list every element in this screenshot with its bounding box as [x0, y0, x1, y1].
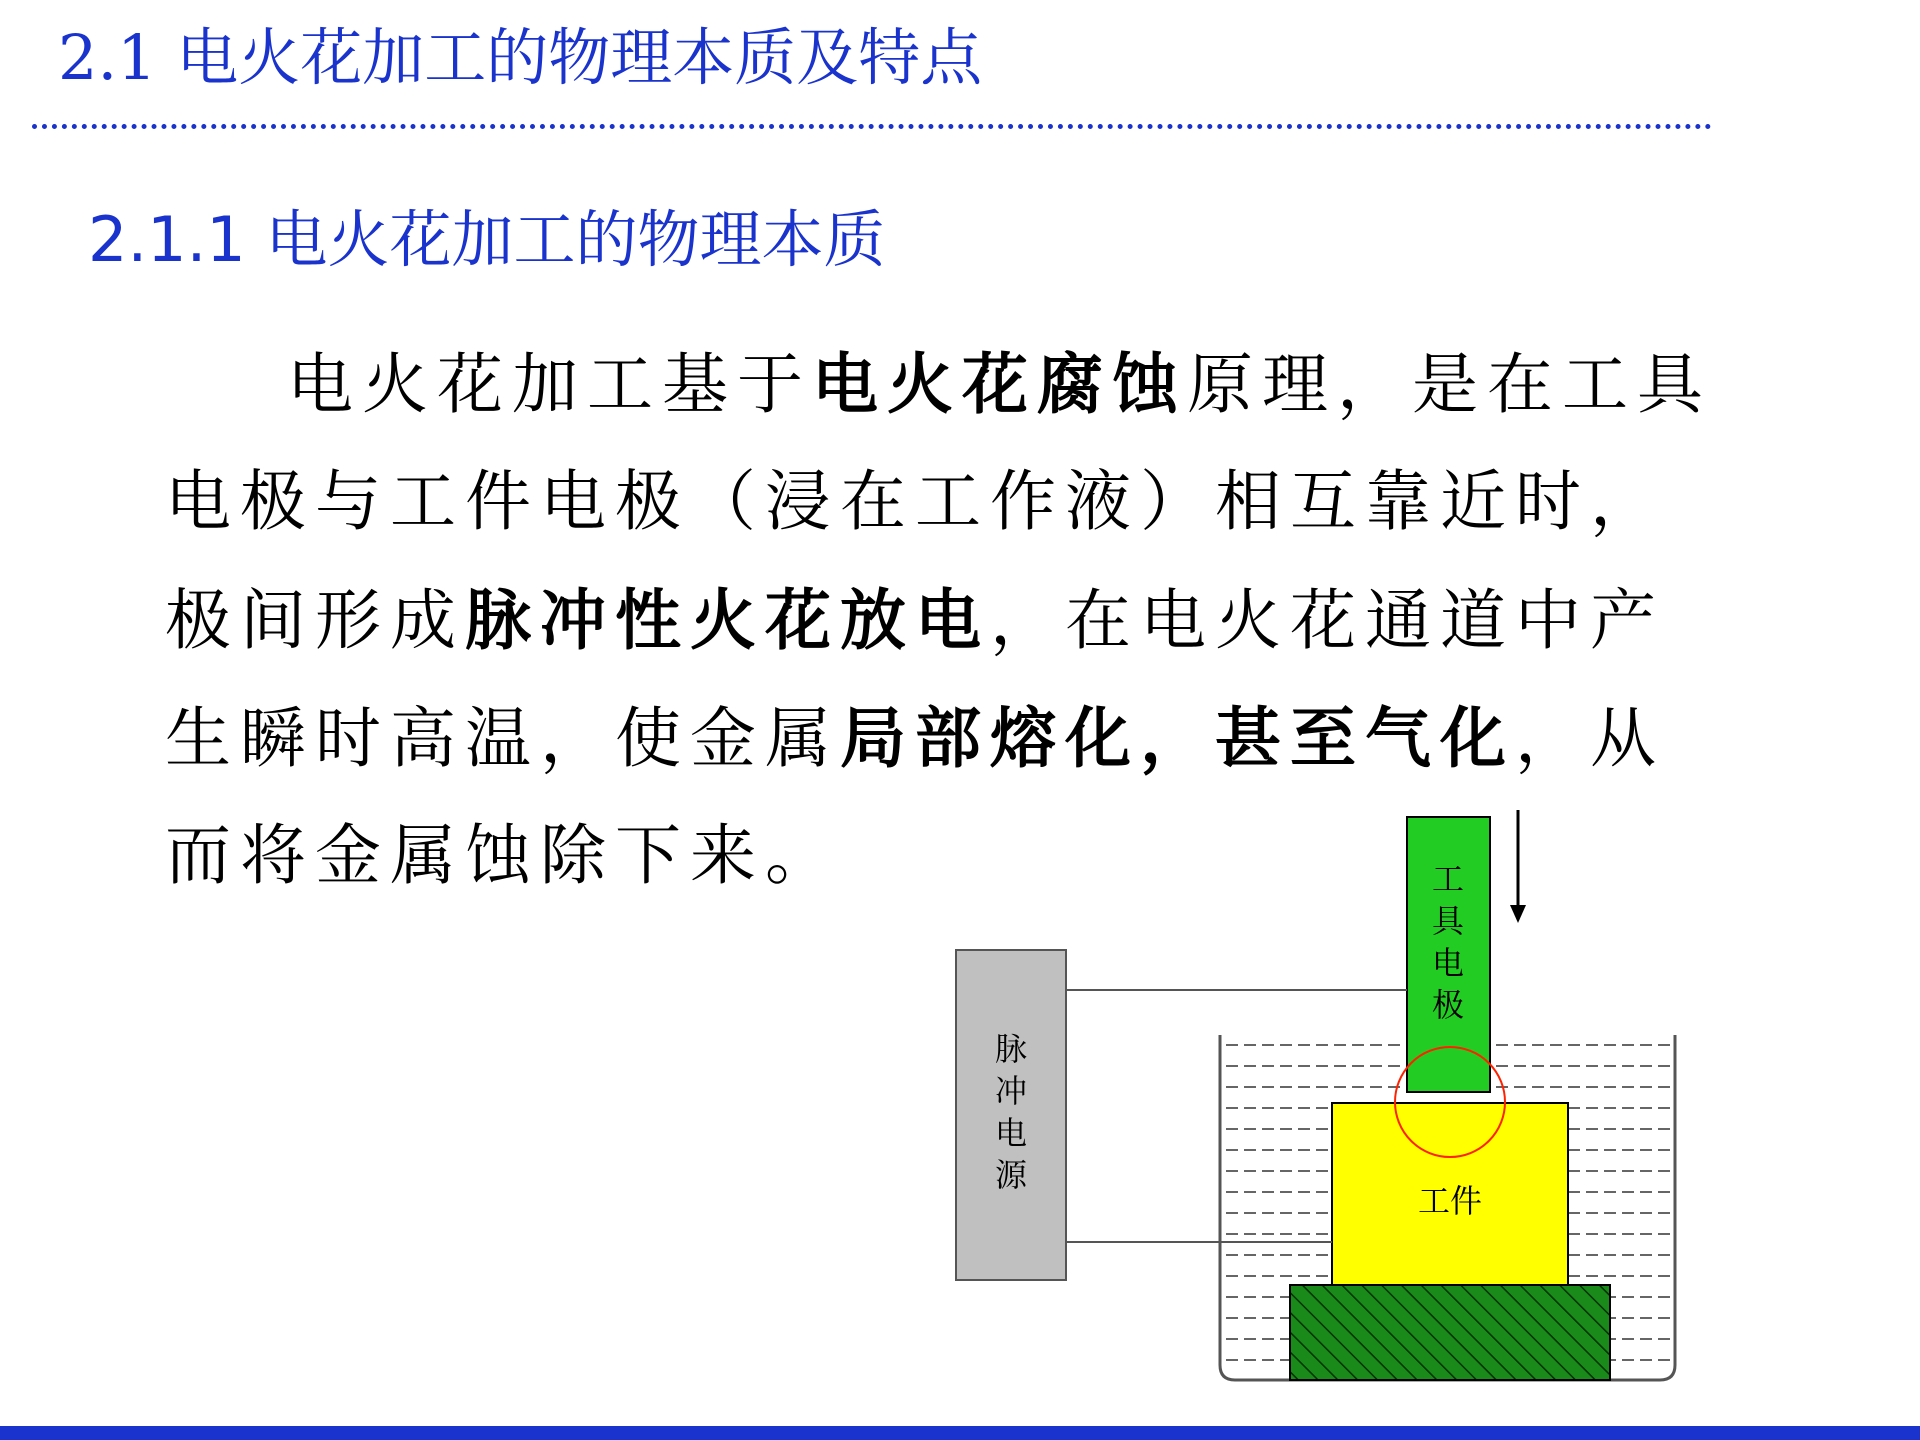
section-title: 2.1 电火花加工的物理本质及特点 — [58, 21, 983, 94]
body-text-run: 原理，是在工具 — [1187, 346, 1712, 423]
body-line — [165, 679, 1730, 797]
tool-electrode-label-4: 极 — [1431, 986, 1465, 1024]
tool-electrode-label-3: 电 — [1431, 944, 1465, 982]
tool-electrode-label-1: 工 — [1431, 860, 1465, 898]
body-text-run: 而将金属蚀除下来。 — [165, 817, 840, 894]
power-supply-label-4: 源 — [994, 1156, 1028, 1194]
body-text-run: ，从 — [1515, 700, 1665, 777]
body-line — [165, 443, 1730, 561]
body-text-run: 极间形成 — [165, 582, 465, 659]
power-supply-label-3: 电 — [994, 1114, 1028, 1152]
worktable-base — [1290, 1285, 1610, 1380]
footer-bar — [0, 1426, 1920, 1440]
body-line — [165, 325, 1730, 443]
body-line — [165, 561, 1730, 679]
body-text-run: 生瞬时高温，使金属 — [165, 700, 840, 777]
edm-principle-diagram — [940, 805, 1680, 1405]
feed-direction-arrow-icon — [1510, 810, 1526, 923]
emphasis-term: 电火花腐蚀 — [812, 345, 1187, 423]
body-text-run: 电火花加工基于 — [287, 346, 812, 423]
tool-electrode-label-2: 具 — [1431, 902, 1465, 940]
body-text-run: ，在电火花通道中产 — [990, 582, 1665, 659]
subsection-title: 2.1.1 电火花加工的物理本质 — [88, 203, 886, 276]
emphasis-term: 局部熔化，甚至气化 — [840, 699, 1515, 777]
title-divider — [32, 124, 1712, 129]
power-supply-label-1: 脉 — [994, 1030, 1028, 1068]
power-supply-label-2: 冲 — [994, 1072, 1028, 1110]
workpiece-label: 工件 — [1417, 1182, 1483, 1220]
emphasis-term: 脉冲性火花放电 — [465, 581, 990, 659]
body-text-run: 电极与工件电极（浸在工作液）相互靠近时， — [165, 463, 1665, 540]
